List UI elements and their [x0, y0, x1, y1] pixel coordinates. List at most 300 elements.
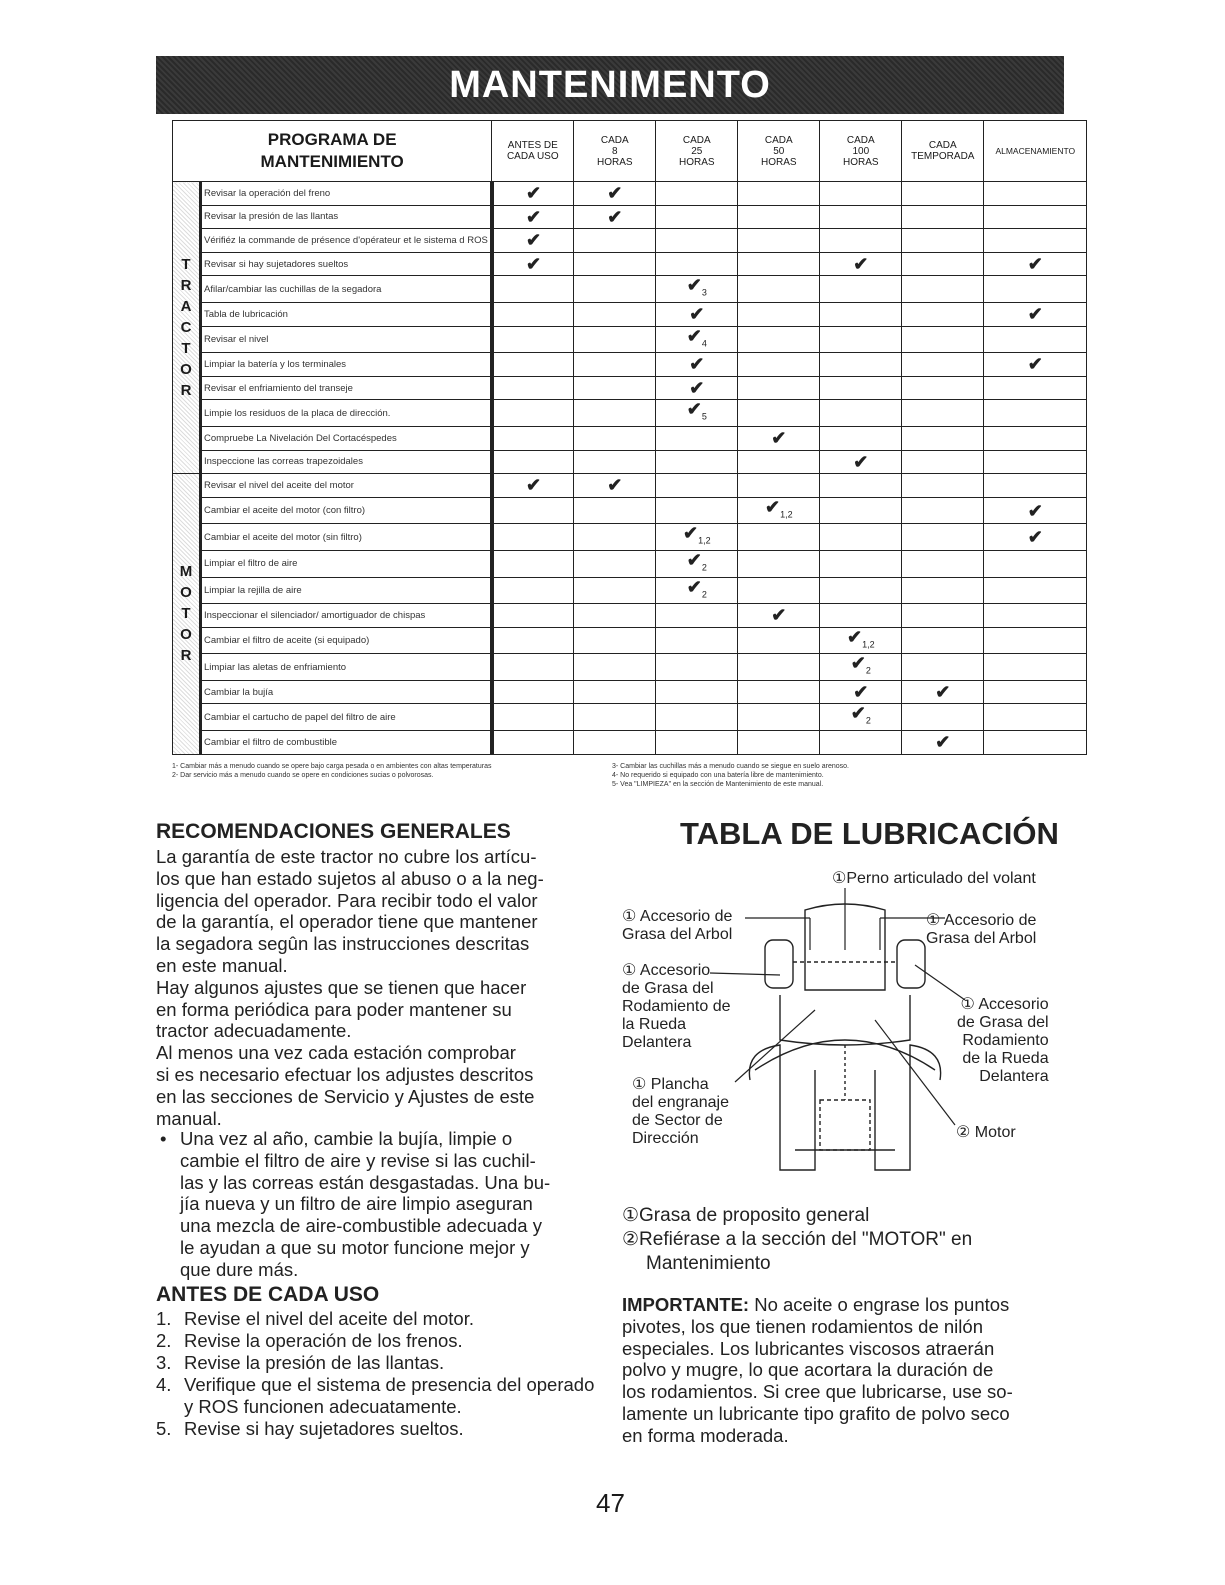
check-cell — [574, 474, 656, 498]
checkmark-icon: ✔ — [686, 326, 702, 346]
check-cell — [902, 182, 984, 206]
checkmark-icon: ✔ — [1027, 304, 1043, 325]
check-cell — [984, 604, 1087, 628]
list-item-text: Verifique que el sistema de presencia del operado y ROS funcionen adecuatamente. — [184, 1374, 595, 1417]
check-footnote-ref: 1,2 — [780, 509, 793, 520]
check-cell — [656, 704, 738, 731]
checkmark-icon: ✔ — [607, 206, 623, 227]
checkmark-icon: ✔ — [846, 627, 863, 647]
check-cell — [738, 550, 820, 577]
check-cell — [902, 276, 984, 303]
antes-list — [156, 1308, 596, 1440]
check-cell — [574, 550, 656, 577]
check-cell — [984, 680, 1087, 704]
page-number: 47 — [596, 1488, 625, 1518]
check-footnote-ref: 1,2 — [698, 535, 711, 546]
paragraph-line: los que han estado sujetos al abuso o a la neg- — [156, 867, 544, 889]
list-item-number: 3. — [156, 1352, 172, 1373]
motor-group-label: M O T O R — [173, 474, 201, 755]
bullet-line: una mezcla de aire-combustible adecuada y — [180, 1215, 542, 1237]
check-cell — [902, 376, 984, 400]
paragraph-line: La garantía de este tractor no cubre los artícu- — [156, 846, 537, 867]
check-cell — [492, 326, 574, 353]
front-wheel-right — [897, 940, 925, 988]
section-banner — [156, 56, 1064, 114]
column-header: ANTES DE CADA USO — [492, 121, 574, 182]
check-cell — [984, 450, 1087, 474]
check-cell — [492, 577, 574, 604]
check-cell — [984, 376, 1087, 400]
label-plancha: ① Plancha del engranaje de Sector de Dirección — [632, 1076, 729, 1147]
check-cell — [574, 577, 656, 604]
check-cell — [574, 205, 656, 229]
check-cell — [738, 276, 820, 303]
checkmark-icon: ✔ — [1027, 354, 1043, 375]
list-item-number: 4. — [156, 1374, 172, 1395]
checkmark-icon: ✔ — [682, 523, 699, 544]
antes-heading: ANTES DE CADA USO — [156, 1283, 380, 1306]
table-row — [173, 302, 1087, 326]
check-cell — [656, 654, 738, 681]
table-row — [173, 182, 1087, 206]
check-cell — [820, 205, 902, 229]
checkmark-icon: ✔ — [935, 682, 951, 703]
check-cell — [574, 680, 656, 704]
check-cell — [656, 627, 738, 654]
task-label: Compruebe La Nivelación Del Cortacéspedes — [201, 426, 492, 450]
frame-shape — [780, 995, 910, 1045]
check-cell — [574, 426, 656, 450]
check-footnote-ref: 2 — [865, 665, 871, 676]
checkmark-icon: ✔ — [853, 254, 869, 275]
task-label: Limpiar la rejilla de aire — [201, 577, 492, 604]
table-header-row — [173, 121, 1087, 182]
check-footnote-ref: 1,2 — [862, 639, 875, 650]
list-item-text: Revise el nivel del aceite del motor. — [184, 1308, 474, 1329]
list-item-text: Revise si hay sujetadores sueltos. — [184, 1418, 464, 1439]
check-cell — [492, 654, 574, 681]
checkmark-icon: ✔ — [686, 577, 702, 597]
importante-text: especiales. Los lubricantes viscosos atraerán — [622, 1337, 995, 1359]
check-cell — [984, 654, 1087, 681]
checkmark-icon: ✔ — [686, 550, 702, 570]
list-item — [156, 1418, 596, 1440]
importante-text: pivotes, los que tienen rodamientos de nilón — [622, 1315, 983, 1337]
table-row — [173, 654, 1087, 681]
paragraph-line: Al menos una vez cada estación comprobar — [156, 1042, 516, 1064]
check-cell — [738, 577, 820, 604]
bullet-line: cambie el filtro de aire y revise si las cuchil- — [180, 1149, 536, 1171]
check-cell — [820, 400, 902, 427]
task-label: Inspeccionar el silenciador/ amortiguador de chispas — [201, 604, 492, 628]
check-cell — [902, 353, 984, 377]
check-cell — [738, 426, 820, 450]
check-cell — [738, 604, 820, 628]
task-label: Cambiar el aceite del motor (con filtro) — [201, 497, 492, 524]
check-cell — [738, 205, 820, 229]
check-cell — [984, 326, 1087, 353]
bullet-line: le ayudan a que su motor funcione mejor y — [180, 1236, 530, 1258]
check-cell — [574, 229, 656, 253]
bullet-glyph: • — [160, 1128, 167, 1149]
task-label: Tabla de lubricación — [201, 302, 492, 326]
column-header: CADA 100 HORAS — [820, 121, 902, 182]
check-cell — [902, 654, 984, 681]
label-motor: ② Motor — [956, 1124, 1016, 1141]
check-cell — [492, 182, 574, 206]
importante-label: IMPORTANTE: — [622, 1294, 750, 1315]
paragraph-line: en este manual. — [156, 954, 288, 976]
table-row — [173, 400, 1087, 427]
importante-text: los rodamientos. Si cree que lubricarse, use so- — [622, 1381, 1013, 1403]
check-cell — [738, 704, 820, 731]
check-cell — [656, 497, 738, 524]
column-header: CADA 25 HORAS — [656, 121, 738, 182]
task-label: Afilar/cambiar las cuchillas de la segadora — [201, 276, 492, 303]
footnotes-right — [612, 762, 849, 789]
paragraph-line: ligencia del operador. Para recibir todo el valor — [156, 889, 538, 911]
check-cell — [738, 497, 820, 524]
checkmark-icon: ✔ — [853, 451, 869, 472]
paragraph-line — [622, 1359, 1058, 1381]
banner-title: MANTENIMENTO — [449, 63, 771, 106]
check-cell — [656, 302, 738, 326]
legend-item-2b: Mantenimiento — [646, 1253, 771, 1274]
table-row — [173, 450, 1087, 474]
check-footnote-ref: 2 — [865, 716, 871, 727]
check-cell — [820, 627, 902, 654]
check-cell — [902, 229, 984, 253]
check-cell — [738, 450, 820, 474]
check-cell — [574, 400, 656, 427]
check-cell — [984, 252, 1087, 276]
check-cell — [738, 680, 820, 704]
paragraph-line: la segadora segûn las instrucciones descritas — [156, 933, 530, 955]
check-cell — [492, 450, 574, 474]
check-cell — [574, 654, 656, 681]
check-cell — [492, 376, 574, 400]
footnote: 4- No requerido si equipado con una batería libre de mantenimiento. — [612, 772, 824, 779]
checkmark-icon: ✔ — [771, 605, 787, 626]
list-item-text: Revise la operación de los frenos. — [184, 1330, 463, 1351]
check-cell — [574, 450, 656, 474]
paragraph-line: en las secciones de Servicio y Ajustes de este — [156, 1085, 535, 1107]
checkmark-icon: ✔ — [771, 428, 787, 449]
recomendaciones-heading: RECOMENDACIONES GENERALES — [156, 820, 511, 843]
legend-item-2: ②Refiérase a la sección del "MOTOR" en — [622, 1229, 973, 1250]
paragraph-line: en forma periódica para poder mantener su — [156, 998, 512, 1020]
check-cell — [820, 229, 902, 253]
program-header-line-2: MANTENIMIENTO — [260, 152, 404, 171]
task-label: Cambiar el filtro de aceite (si equipado) — [201, 627, 492, 654]
check-cell — [574, 353, 656, 377]
label-rod-left: ① Accesorio de Grasa del Rodamiento de la Rueda Delantera — [622, 962, 731, 1051]
task-label: Revisar la presión de las llantas — [201, 205, 492, 229]
footnote: 3- Cambiar las cuchillas más a menudo cuando se siegue en suelo arenoso. — [612, 763, 849, 770]
task-label: Revisar la operación del freno — [201, 182, 492, 206]
column-header: ALMACENAMIENTO — [984, 121, 1087, 182]
paragraph-line — [622, 1381, 1058, 1403]
table-row — [173, 205, 1087, 229]
check-cell — [984, 229, 1087, 253]
list-item-number: 5. — [156, 1418, 172, 1439]
label-acc-left: ① Accesorio de Grasa del Arbol — [622, 908, 733, 943]
column-header: CADA TEMPORADA — [902, 121, 984, 182]
check-cell — [984, 426, 1087, 450]
check-cell — [984, 704, 1087, 731]
check-cell — [902, 731, 984, 755]
check-cell — [492, 604, 574, 628]
program-header-line-1: PROGRAMA DE — [267, 130, 397, 149]
importante-text: polvo y mugre, lo que acortara la duración de — [622, 1359, 994, 1381]
checkmark-icon: ✔ — [689, 354, 705, 375]
checkmark-icon: ✔ — [526, 475, 542, 496]
check-footnote-ref: 4 — [701, 338, 707, 349]
check-cell — [656, 376, 738, 400]
check-cell — [574, 252, 656, 276]
task-label: Limpiar el filtro de aire — [201, 550, 492, 577]
task-label: Limpiar la batería y los terminales — [201, 353, 492, 377]
check-cell — [902, 426, 984, 450]
check-cell — [738, 252, 820, 276]
check-cell — [492, 229, 574, 253]
recomendaciones-bullet — [156, 1128, 550, 1281]
check-cell — [738, 400, 820, 427]
task-label: Inspeccione las correas trapezoidales — [201, 450, 492, 474]
check-cell — [984, 400, 1087, 427]
check-footnote-ref: 2 — [701, 562, 707, 573]
check-cell — [574, 627, 656, 654]
list-item-text: Revise la presión de las llantas. — [184, 1352, 445, 1373]
check-cell — [902, 205, 984, 229]
list-item-number: 1. — [156, 1308, 172, 1329]
check-cell — [738, 524, 820, 551]
check-cell — [574, 604, 656, 628]
check-cell — [656, 182, 738, 206]
check-cell — [656, 680, 738, 704]
transaxle — [820, 1100, 870, 1150]
maintenance-schedule-table — [172, 120, 1087, 755]
check-cell — [574, 376, 656, 400]
table-row — [173, 550, 1087, 577]
column-header: CADA 50 HORAS — [738, 121, 820, 182]
task-label: Revisar el enfriamiento del transeje — [201, 376, 492, 400]
paragraph-line: de la garantía, el operador tiene que mantener — [156, 911, 538, 933]
check-cell — [820, 276, 902, 303]
check-cell — [738, 654, 820, 681]
paragraph-line — [622, 1338, 1058, 1360]
check-cell — [902, 577, 984, 604]
table-row — [173, 376, 1087, 400]
check-cell — [738, 353, 820, 377]
check-cell — [902, 302, 984, 326]
table-row — [173, 604, 1087, 628]
front-wheel-left — [765, 940, 793, 988]
paragraph-line: si es necesario efectuar los adjustes descritos — [156, 1063, 534, 1085]
footnote: 5- Vea "LIMPIEZA" en la sección de Mantenimiento de este manual. — [612, 781, 824, 788]
checkmark-icon: ✔ — [607, 183, 623, 204]
checkmark-icon: ✔ — [686, 275, 702, 296]
check-cell — [902, 326, 984, 353]
task-label: Revisar si hay sujetadores sueltos — [201, 252, 492, 276]
checkmark-icon: ✔ — [526, 230, 542, 251]
check-cell — [984, 353, 1087, 377]
check-cell — [902, 680, 984, 704]
task-label: Cambiar el aceite del motor (sin filtro) — [201, 524, 492, 551]
check-cell — [820, 497, 902, 524]
check-cell — [738, 474, 820, 498]
table-row — [173, 704, 1087, 731]
check-cell — [902, 627, 984, 654]
checkmark-icon: ✔ — [1027, 254, 1043, 275]
check-cell — [656, 205, 738, 229]
check-cell — [656, 229, 738, 253]
check-cell — [820, 426, 902, 450]
check-cell — [656, 524, 738, 551]
label-acc-right: ① Accesorio de Grasa del Arbol — [926, 912, 1037, 947]
check-cell — [492, 550, 574, 577]
check-cell — [492, 252, 574, 276]
table-row — [173, 474, 1087, 498]
label-perno: ①Perno articulado del volant — [832, 870, 1036, 887]
checkmark-icon: ✔ — [850, 653, 866, 674]
check-cell — [492, 497, 574, 524]
table-row — [173, 229, 1087, 253]
check-cell — [738, 182, 820, 206]
task-label: Revisar el nivel — [201, 326, 492, 353]
list-item — [156, 1308, 596, 1330]
check-cell — [656, 252, 738, 276]
table-row — [173, 627, 1087, 654]
check-cell — [738, 326, 820, 353]
table-row — [173, 577, 1087, 604]
check-cell — [820, 326, 902, 353]
table-row — [173, 353, 1087, 377]
check-cell — [984, 497, 1087, 524]
check-cell — [820, 524, 902, 551]
table-row — [173, 497, 1087, 524]
table-row — [173, 680, 1087, 704]
checkmark-icon: ✔ — [689, 304, 705, 325]
check-cell — [984, 302, 1087, 326]
check-cell — [820, 474, 902, 498]
check-cell — [574, 524, 656, 551]
check-cell — [902, 704, 984, 731]
checkmark-icon: ✔ — [1027, 527, 1043, 548]
leader-motor — [875, 1020, 955, 1125]
task-label: Cambiar el filtro de combustible — [201, 731, 492, 755]
list-item — [156, 1330, 596, 1352]
check-cell — [492, 426, 574, 450]
check-cell — [984, 524, 1087, 551]
table-row — [173, 326, 1087, 353]
check-cell — [984, 276, 1087, 303]
check-cell — [738, 302, 820, 326]
check-cell — [820, 182, 902, 206]
check-cell — [738, 229, 820, 253]
legend-item-1: ①Grasa de proposito general — [622, 1205, 870, 1226]
importante-text: en forma moderada. — [622, 1424, 789, 1446]
check-cell — [492, 205, 574, 229]
bullet-line: que dure más. — [180, 1258, 299, 1280]
task-label: Vérifiéz la commande de présence d'opérateur et le sistema d ROS — [201, 229, 492, 253]
task-label: Limpiar las aletas de enfriamiento — [201, 654, 492, 681]
list-item — [156, 1352, 596, 1374]
table-row — [173, 731, 1087, 755]
check-cell — [492, 627, 574, 654]
check-cell — [656, 353, 738, 377]
check-cell — [656, 326, 738, 353]
bullet-line: jía nueva y un filtro de aire limpio aseguran — [180, 1193, 533, 1215]
check-cell — [902, 524, 984, 551]
checkmark-icon: ✔ — [850, 703, 866, 724]
paragraph-line: manual. — [156, 1107, 222, 1129]
check-cell — [820, 577, 902, 604]
check-cell — [492, 731, 574, 755]
paragraph-line — [622, 1425, 1058, 1447]
paragraph-line: tractor adecuadamente. — [156, 1020, 352, 1042]
program-header — [173, 121, 492, 182]
check-cell — [656, 276, 738, 303]
check-footnote-ref: 5 — [701, 411, 707, 422]
paragraph-line — [622, 1294, 1058, 1316]
check-cell — [656, 426, 738, 450]
table-row — [173, 426, 1087, 450]
check-cell — [656, 604, 738, 628]
checkmark-icon: ✔ — [935, 732, 951, 753]
check-cell — [656, 400, 738, 427]
list-item — [156, 1374, 596, 1418]
check-cell — [820, 654, 902, 681]
label-rod-right: ① Accesorio de Grasa del Rodamiento de la Rueda Delantera — [957, 996, 1049, 1085]
check-cell — [902, 474, 984, 498]
rear-wheel-left — [749, 1045, 815, 1170]
check-cell — [984, 731, 1087, 755]
check-cell — [902, 497, 984, 524]
tractor-group-label: T R A C T O R — [173, 182, 201, 474]
paragraph-line — [622, 1403, 1058, 1425]
check-cell — [656, 577, 738, 604]
check-cell — [902, 604, 984, 628]
check-cell — [738, 376, 820, 400]
check-cell — [984, 474, 1087, 498]
check-cell — [492, 524, 574, 551]
checkmark-icon: ✔ — [526, 254, 542, 275]
task-label: Revisar el nivel del aceite del motor — [201, 474, 492, 498]
check-cell — [492, 400, 574, 427]
check-cell — [492, 276, 574, 303]
check-cell — [492, 353, 574, 377]
check-cell — [820, 376, 902, 400]
footnote: 1- Cambiar más a menudo cuando se opere bajo carga pesada o en ambientes con altas temperaturas — [172, 763, 492, 770]
check-cell — [820, 302, 902, 326]
list-item-number: 2. — [156, 1330, 172, 1351]
check-cell — [574, 731, 656, 755]
check-cell — [656, 550, 738, 577]
check-cell — [574, 182, 656, 206]
lubricacion-legend — [622, 1204, 972, 1276]
check-cell — [984, 550, 1087, 577]
check-cell — [492, 474, 574, 498]
paragraph-line: Hay algunos ajustes que se tienen que hacer — [156, 976, 527, 998]
importante-text: No aceite o engrase los puntos — [754, 1294, 1010, 1315]
check-cell — [902, 450, 984, 474]
check-cell — [902, 550, 984, 577]
check-cell — [984, 182, 1087, 206]
check-cell — [820, 704, 902, 731]
check-cell — [820, 731, 902, 755]
checkmark-icon: ✔ — [607, 475, 623, 496]
